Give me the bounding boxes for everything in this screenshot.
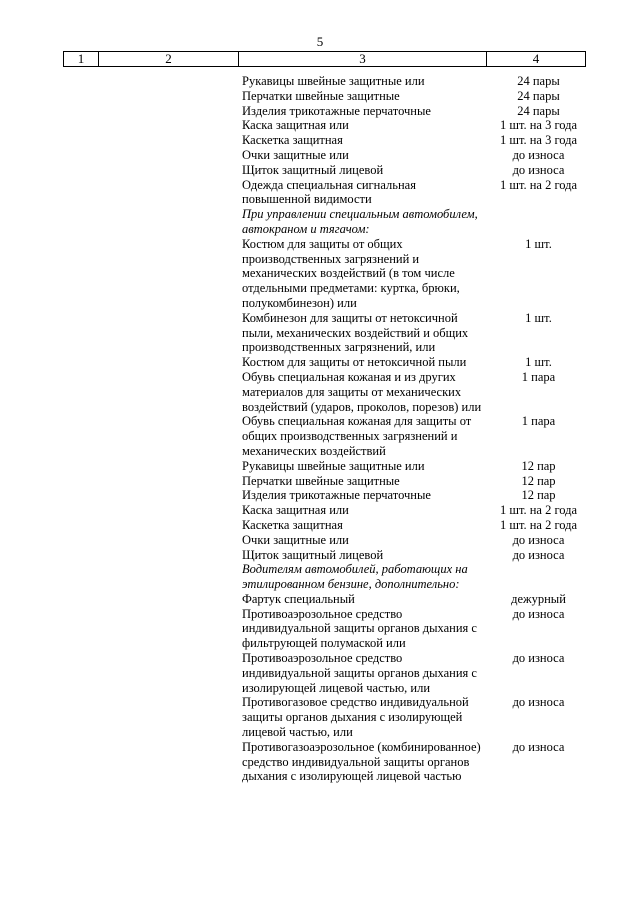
list-item — [242, 237, 592, 311]
item-description: Каска защитная или — [242, 503, 349, 518]
item-norm: до износа — [512, 147, 565, 162]
item-norm: 1 шт. — [525, 355, 552, 370]
section-heading: При управлении специальным автомобилем, автокраном и тягачом: — [242, 207, 478, 236]
item-norm: 1 пара — [521, 369, 556, 384]
item-norm: 1 пара — [521, 414, 556, 429]
item-description: Щиток защитный лицевой — [242, 162, 384, 177]
list-item — [242, 89, 592, 104]
item-description: Каскетка защитная — [242, 133, 343, 148]
item-norm: до износа — [512, 547, 565, 562]
item-norm: до износа — [512, 651, 565, 666]
list-item — [242, 651, 592, 695]
column-header-table — [63, 51, 586, 67]
item-description: Рукавицы швейные защитные или — [242, 458, 425, 473]
item-norm: 12 пар — [521, 488, 556, 503]
list-item — [242, 533, 592, 548]
list-item — [242, 607, 592, 651]
list-item — [242, 592, 592, 607]
item-norm: 1 шт. на 3 года — [499, 133, 578, 148]
item-norm: 12 пар — [521, 473, 556, 488]
column-header-4: 4 — [487, 52, 586, 67]
item-norm: до износа — [512, 606, 565, 621]
section-heading: Водителям автомобилей, работающих на этилированном бензине, дополнительно: — [242, 562, 468, 592]
item-description: Противогазовое средство индивидуальной защиты органов дыхания с изолирующей лицевой частью, или — [242, 695, 469, 740]
list-item — [242, 548, 592, 563]
list-item — [242, 370, 592, 414]
item-description: Противоаэрозольное средство индивидуальной защиты органов дыхания с изолирующей лицевой частью, или — [242, 651, 477, 695]
item-description: Рукавицы швейные защитные или — [242, 74, 425, 88]
item-description: Обувь специальная кожаная и из других материалов для защиты от механических воздействий (ударов, проколов, порезов) или — [242, 369, 482, 414]
item-description: Очки защитные или — [242, 147, 349, 162]
item-norm: 12 пар — [521, 458, 556, 473]
list-item — [242, 207, 592, 237]
item-description: Костюм для защиты от общих производственных загрязнений и механических воздействий (в том числе отдельными предметами: куртка, брюки, полукомбинезон) или — [242, 236, 460, 310]
item-description: Каскетка защитная — [242, 517, 343, 532]
item-description: Перчатки швейные защитные — [242, 88, 400, 103]
item-description: Фартук специальный — [242, 591, 355, 606]
list-item — [242, 518, 592, 533]
list-item — [242, 178, 592, 208]
column-header-1: 1 — [64, 52, 99, 67]
item-description: Изделия трикотажные перчаточные — [242, 488, 431, 503]
item-norm: 1 шт. — [525, 310, 552, 325]
list-item — [242, 695, 592, 739]
item-norm: 24 пары — [517, 103, 560, 118]
list-item — [242, 355, 592, 370]
list-item — [242, 74, 592, 89]
list-item — [242, 414, 592, 458]
item-norm: 1 шт. на 2 года — [499, 503, 578, 518]
list-item — [242, 133, 592, 148]
items-list — [242, 74, 592, 784]
item-norm: до износа — [512, 532, 565, 547]
list-item — [242, 459, 592, 474]
item-norm: 1 шт. на 2 года — [499, 517, 578, 532]
column-header-3: 3 — [239, 52, 487, 67]
list-item — [242, 740, 592, 784]
list-item — [242, 488, 592, 503]
item-description: Противоаэрозольное средство индивидуальной защиты органов дыхания с фильтрующей полумаской или — [242, 606, 477, 651]
item-description: Противогазоаэрозольное (комбинированное) средство индивидуальной защиты органов дыхания с изолирующей лицевой частью — [242, 739, 481, 784]
item-description: Костюм для защиты от нетоксичной пыли — [242, 355, 467, 370]
item-description: Перчатки швейные защитные — [242, 473, 400, 488]
item-norm: 24 пары — [517, 74, 560, 88]
page-number: 5 — [316, 34, 324, 49]
list-item — [242, 562, 592, 592]
list-item — [242, 104, 592, 119]
list-item — [242, 148, 592, 163]
item-norm: 1 шт. на 3 года — [499, 118, 578, 133]
item-description: Каска защитная или — [242, 118, 349, 133]
item-norm: до износа — [512, 739, 565, 754]
list-item — [242, 163, 592, 178]
item-norm: 24 пары — [517, 88, 560, 103]
list-item — [242, 118, 592, 133]
item-norm: до износа — [512, 695, 565, 710]
column-header-2: 2 — [99, 52, 239, 67]
item-description: Щиток защитный лицевой — [242, 547, 384, 562]
list-item — [242, 474, 592, 489]
item-description: Очки защитные или — [242, 532, 349, 547]
item-description: Одежда специальная сигнальная повышенной видимости — [242, 177, 416, 207]
item-description: Изделия трикотажные перчаточные — [242, 103, 431, 118]
list-item — [242, 503, 592, 518]
item-description: Комбинезон для защиты от нетоксичной пыли, механических воздействий и общих производственных загрязнений, или — [242, 310, 469, 355]
item-norm: дежурный — [511, 591, 566, 606]
item-norm: 1 шт. на 2 года — [499, 177, 578, 192]
item-norm: до износа — [512, 162, 565, 177]
list-item — [242, 311, 592, 355]
item-norm: 1 шт. — [525, 236, 552, 251]
item-description: Обувь специальная кожаная для защиты от общих производственных загрязнений и механических воздействий — [242, 414, 472, 458]
